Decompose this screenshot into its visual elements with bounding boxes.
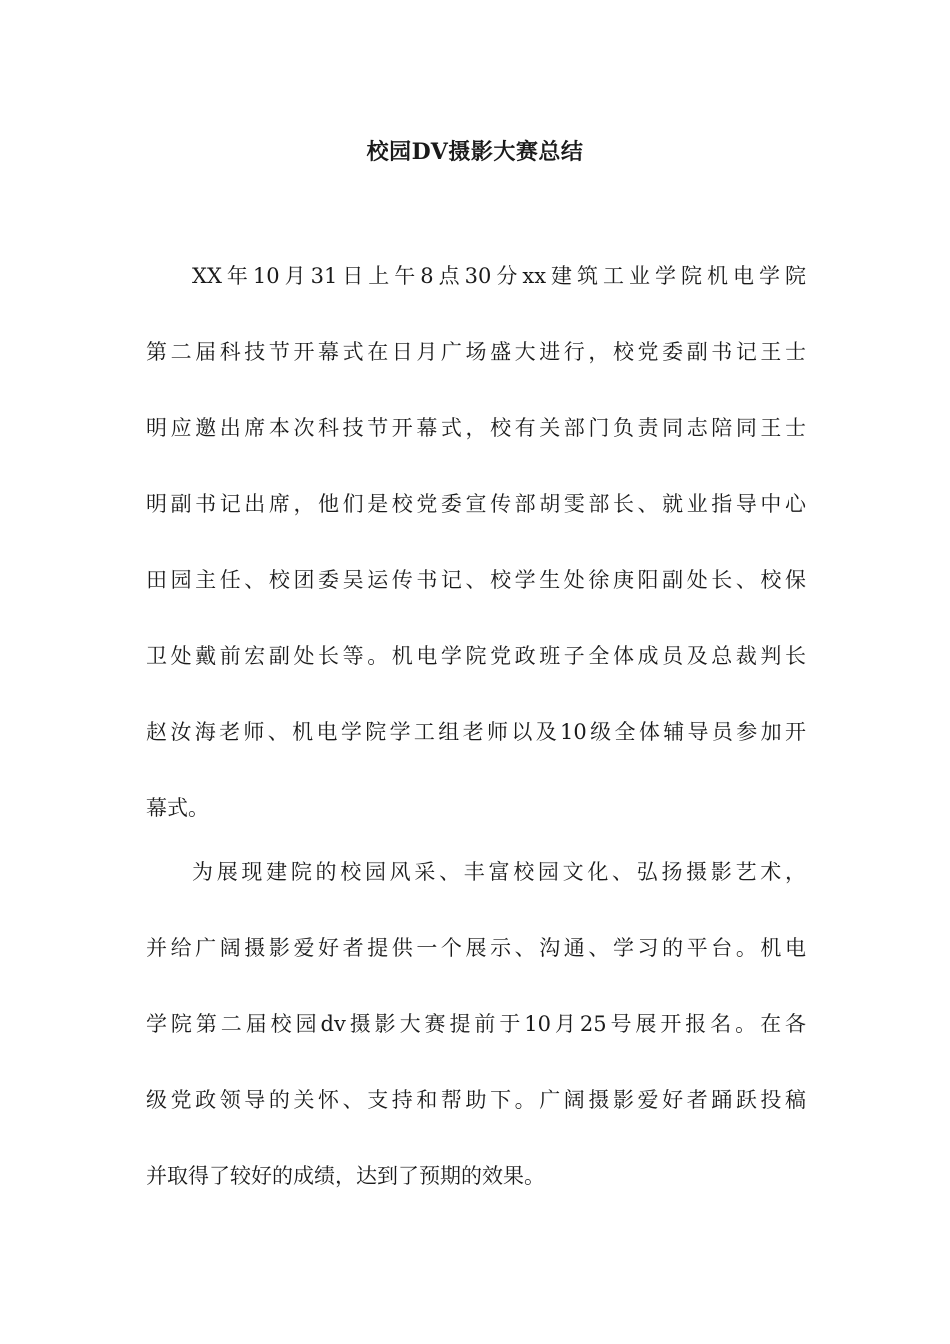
document-title: 校园DV摄影大赛总结 xyxy=(366,139,584,165)
paragraph-line: 级党政领导的关怀、支持和帮助下。广阔摄影爱好者踊跃投稿 xyxy=(146,1088,806,1112)
paragraph-line: 第二届科技节开幕式在日月广场盛大进行，校党委副书记王士 xyxy=(146,340,806,364)
paragraph-line: 明应邀出席本次科技节开幕式，校有关部门负责同志陪同王士 xyxy=(146,416,806,440)
paragraph-2 xyxy=(146,834,806,1214)
paragraph-line: 明副书记出席，他们是校党委宣传部胡雯部长、就业指导中心 xyxy=(146,492,806,516)
paragraph-line: 并给广阔摄影爱好者提供一个展示、沟通、学习的平台。机电 xyxy=(146,936,806,960)
paragraph-line: 幕式。 xyxy=(146,796,209,820)
paragraph-line: 赵汝海老师、机电学院学工组老师以及10级全体辅导员参加开 xyxy=(146,720,806,744)
paragraph-line: 田园主任、校团委吴运传书记、校学生处徐庚阳副处长、校保 xyxy=(146,568,806,592)
paragraph-line: XX年10月31日上午8点30分xx建筑工业学院机电学院 xyxy=(192,264,806,288)
paragraph-1 xyxy=(146,238,806,846)
paragraph-line: 卫处戴前宏副处长等。机电学院党政班子全体成员及总裁判长 xyxy=(146,644,806,668)
paragraph-line: 并取得了较好的成绩，达到了预期的效果。 xyxy=(146,1164,545,1188)
paragraph-line: 为展现建院的校园风采、丰富校园文化、弘扬摄影艺术， xyxy=(192,860,806,884)
paragraph-line: 学院第二届校园dv摄影大赛提前于10月25号展开报名。在各 xyxy=(146,1012,806,1036)
